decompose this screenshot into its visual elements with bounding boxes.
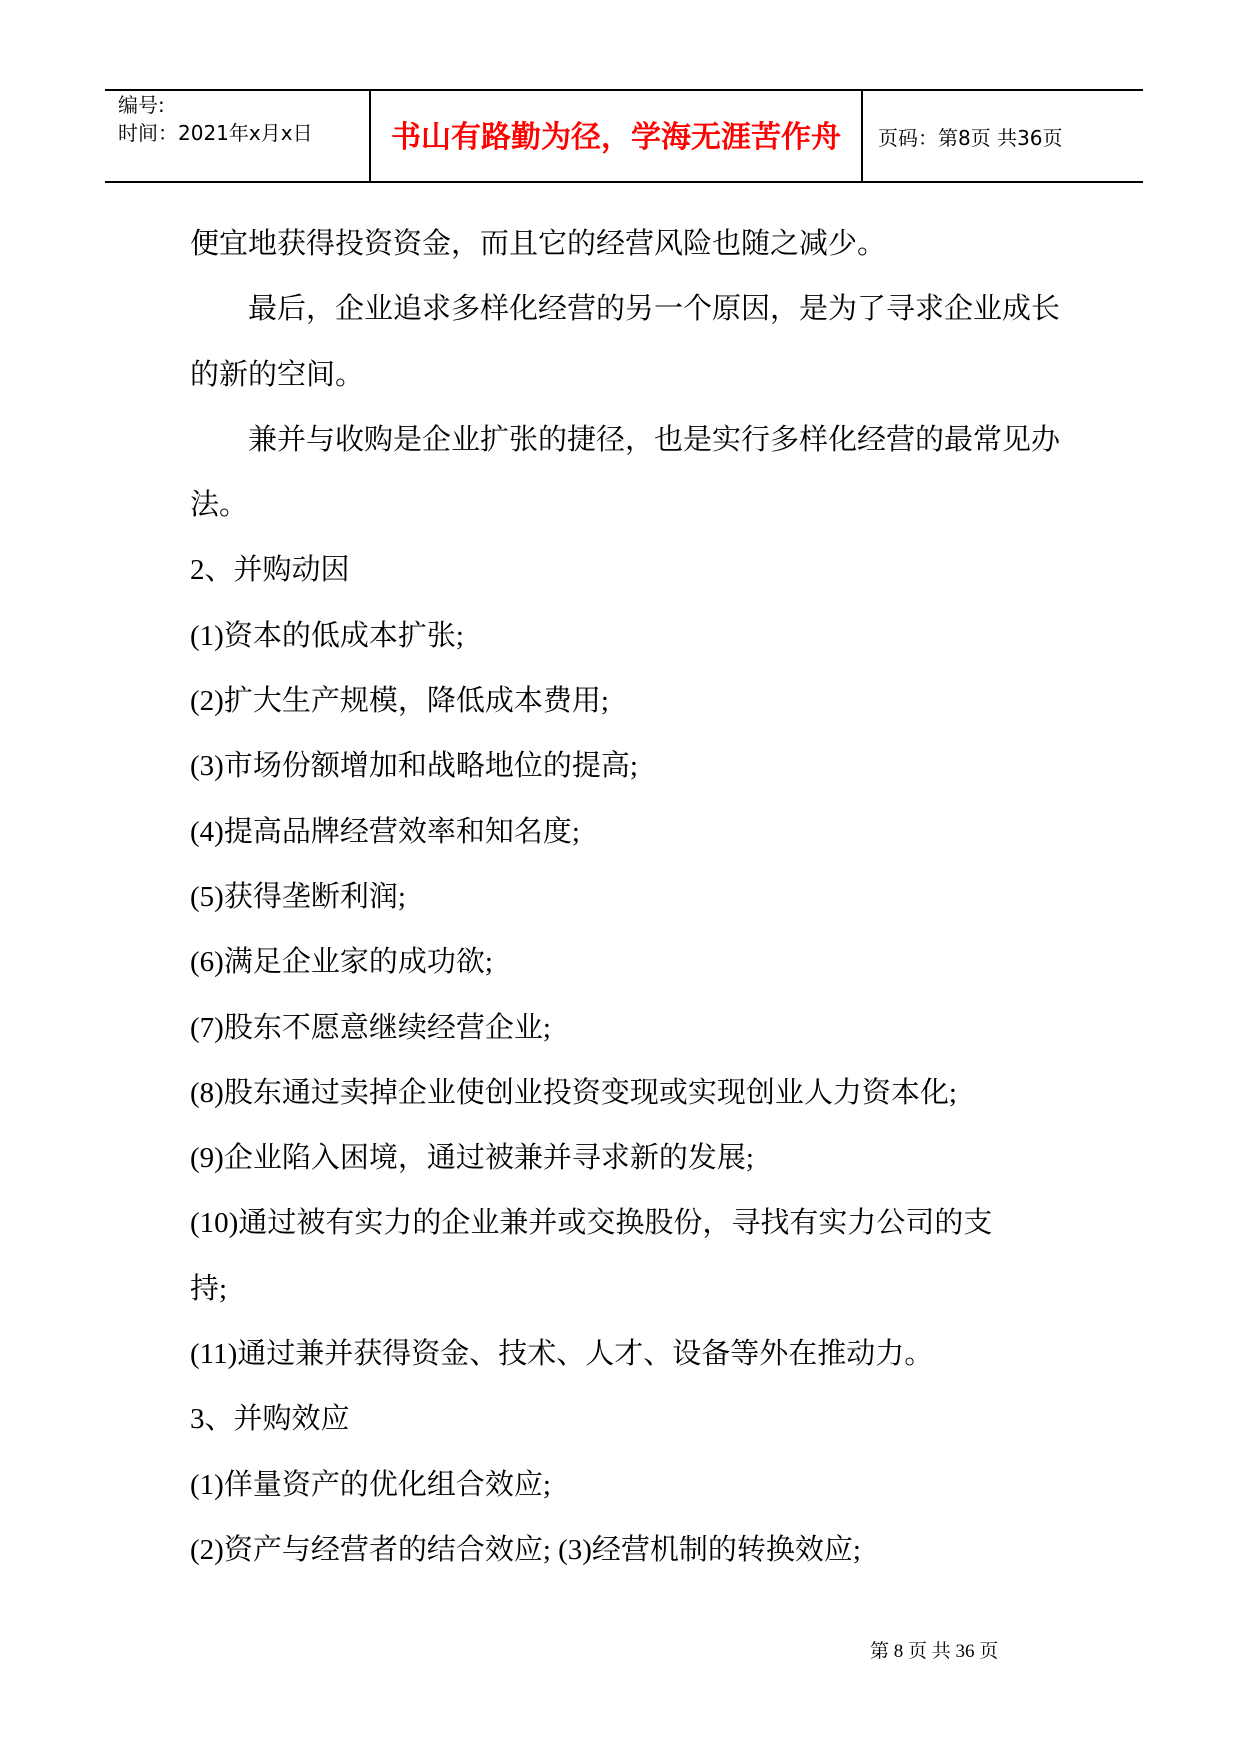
section-heading: 2、并购动因	[190, 554, 350, 587]
page-label: 页码：第8页 共36页	[878, 126, 1063, 150]
header-divider-right	[861, 90, 863, 182]
list-item: (1)资本的低成本扩张;	[190, 619, 464, 652]
list-item: (2)扩大生产规模，降低成本费用;	[190, 685, 609, 718]
list-item: (2)资产与经营者的结合效应; (3)经营机制的转换效应;	[190, 1533, 861, 1566]
header-bottom-rule	[105, 181, 1143, 183]
list-item: (3)市场份额增加和战略地位的提高;	[190, 750, 638, 783]
list-item: (7)股东不愿意继续经营企业;	[190, 1011, 551, 1044]
list-item: (5)获得垄断利润;	[190, 880, 406, 913]
list-item: (4)提高品牌经营效率和知名度;	[190, 815, 580, 848]
body-line: 兼并与收购是企业扩张的捷径，也是实行多样化经营的最常见办	[248, 423, 1061, 456]
body-text	[190, 212, 1090, 1583]
list-item: (9)企业陷入困境，通过被兼并寻求新的发展;	[190, 1142, 754, 1175]
body-line: 便宜地获得投资资金，而且它的经营风险也随之减少。	[190, 228, 887, 260]
footer-page-number: 第 8 页 共 36 页	[870, 1641, 999, 1662]
time-label: 时间：2021年x月x日	[118, 121, 313, 145]
list-item: (1)佯量资产的优化组合效应;	[190, 1468, 551, 1501]
header-left-cell	[118, 91, 313, 147]
list-item: (11)通过兼并获得资金、技术、人才、设备等外在推动力。	[190, 1338, 934, 1371]
section-heading: 3、并购效应	[190, 1403, 350, 1436]
list-item: (8)股东通过卖掉企业使创业投资变现或实现创业人力资本化;	[190, 1076, 957, 1109]
body-line: 法。	[190, 489, 249, 522]
list-item: (6)满足企业家的成功欲;	[190, 946, 493, 979]
body-line: 最后，企业追求多样化经营的另一个原因，是为了寻求企业成长	[248, 293, 1061, 326]
body-line: 的新的空间。	[190, 358, 365, 391]
list-item-continuation: 持;	[190, 1272, 228, 1305]
number-label: 编号:	[118, 93, 165, 117]
motto: 书山有路勤为径，学海无涯苦作舟	[391, 120, 841, 155]
list-item: (10)通过被有实力的企业兼并或交换股份，寻找有实力公司的支	[190, 1207, 993, 1240]
